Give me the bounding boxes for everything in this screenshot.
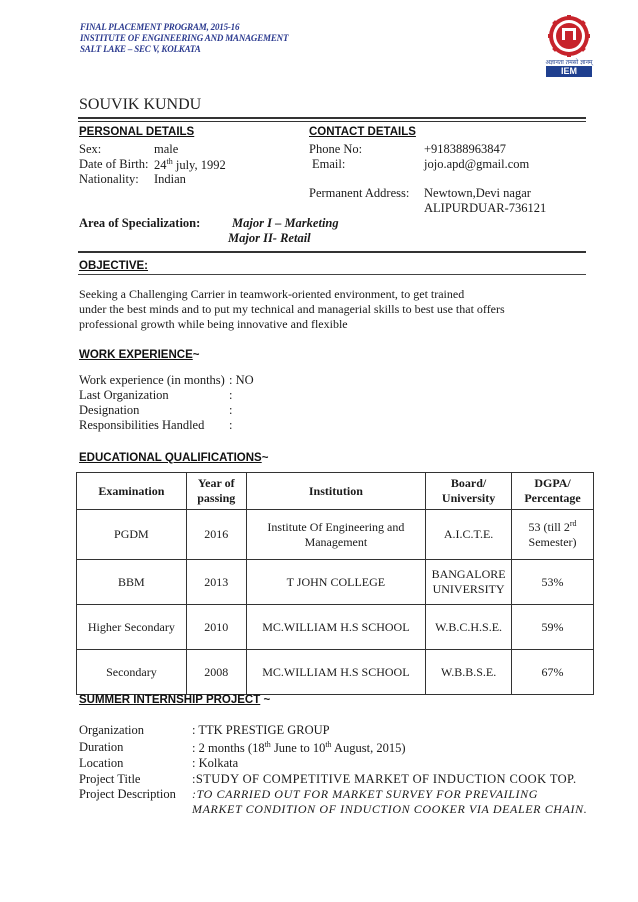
table-cell: T JOHN COLLEGE [246, 560, 425, 605]
table-header: Board/ University [426, 473, 512, 510]
education-table [76, 472, 594, 695]
phone-value: +918388963847 [424, 142, 507, 156]
work-row-value: : [229, 403, 233, 417]
table-row [77, 650, 594, 695]
work-row-value: : NO [229, 373, 254, 387]
header-line-2: INSTITUTE OF ENGINEERING AND MANAGEMENT [80, 33, 289, 43]
table-cell: BBM [77, 560, 187, 605]
table-cell: W.B.B.S.E. [426, 650, 512, 695]
table-cell: Higher Secondary [77, 605, 187, 650]
table-cell: 2016 [186, 510, 246, 560]
name-divider [78, 117, 586, 119]
nationality-label: Nationality: [79, 172, 139, 186]
table-cell: A.I.C.T.E. [426, 510, 512, 560]
org-label: Organization [79, 723, 145, 737]
objective-line-1: Seeking a Challenging Carrier in teamwork-oriented environment, to get trained [79, 287, 465, 301]
objective-heading: OBJECTIVE: [79, 260, 149, 272]
table-cell: 2008 [186, 650, 246, 695]
iem-logo [538, 14, 600, 78]
section-divider [78, 251, 586, 253]
logo-motto: अज्ञानता तमसो ज्ञानम् [545, 59, 593, 66]
address-label: Permanent Address: [309, 186, 410, 200]
specialization-label: Area of Specialization: [79, 216, 201, 230]
table-header: Examination [77, 473, 187, 510]
phone-label: Phone No: [309, 142, 363, 156]
work-row-value: : [229, 418, 233, 432]
personal-details-heading: PERSONAL DETAILS [79, 126, 195, 138]
table-cell: 59% [512, 605, 594, 650]
contact-details-heading: CONTACT DETAILS [309, 126, 416, 138]
nationality-value: Indian [154, 172, 186, 186]
email-value: jojo.apd@gmail.com [424, 157, 530, 171]
objective-line-3: professional growth while being innovative and flexible [79, 317, 348, 331]
table-cell: 53% [512, 560, 594, 605]
duration-value: : 2 months (18th June to 10th August, 2015) [192, 740, 406, 756]
table-row [77, 560, 594, 605]
objective-divider [78, 274, 586, 275]
work-row-label: Work experience (in months) [79, 373, 225, 387]
table-header: DGPA/ Percentage [512, 473, 594, 510]
email-label: Email: [312, 157, 346, 171]
table-cell: BANGALORE UNIVERSITY [426, 560, 512, 605]
table-cell: W.B.C.H.S.E. [426, 605, 512, 650]
location-value: : Kolkata [192, 756, 239, 770]
work-row-label: Last Organization [79, 388, 169, 402]
table-header: Year of passing [186, 473, 246, 510]
sex-value: male [154, 142, 179, 156]
table-cell: 67% [512, 650, 594, 695]
table-cell: MC.WILLIAM H.S SCHOOL [246, 605, 425, 650]
org-value: : TTK PRESTIGE GROUP [192, 723, 330, 737]
work-row-label: Responsibilities Handled [79, 418, 205, 432]
address-line-1: Newtown,Devi nagar [424, 186, 531, 200]
table-row [77, 510, 594, 560]
table-header: Institution [246, 473, 425, 510]
education-heading: EDUCATIONAL QUALIFICATIONS~ [79, 452, 269, 464]
table-row [77, 605, 594, 650]
table-cell: 2013 [186, 560, 246, 605]
table-cell: Institute Of Engineering and Management [246, 510, 425, 560]
header-line-1: FINAL PLACEMENT PROGRAM, 2015-16 [80, 22, 240, 32]
table-cell: Secondary [77, 650, 187, 695]
work-row-value: : [229, 388, 233, 402]
table-header-row [77, 473, 594, 510]
candidate-name: SOUVIK KUNDU [79, 96, 202, 113]
header-line-3: SALT LAKE – SEC V, KOLKATA [80, 44, 201, 54]
work-row-label: Designation [79, 403, 140, 417]
table-cell: PGDM [77, 510, 187, 560]
specialization-major-1: Major I – Marketing [232, 216, 339, 230]
logo-text: IEM [546, 66, 592, 77]
specialization-major-2: Major II- Retail [228, 231, 311, 245]
table-cell: 2010 [186, 605, 246, 650]
dob-label: Date of Birth: [79, 157, 149, 171]
objective-line-2: under the best minds and to put my technical and managerial skills to best use that offers [79, 302, 505, 316]
name-divider-thin [78, 121, 586, 122]
table-cell: 53 (till 2rd Semester) [512, 510, 594, 560]
project-title-value: :STUDY OF COMPETITIVE MARKET OF INDUCTION COOK TOP. [192, 772, 577, 786]
internship-heading: SUMMER INTERNSHIP PROJECT ~ [79, 694, 271, 706]
work-experience-heading: WORK EXPERIENCE~ [79, 349, 200, 361]
project-description-line-2: MARKET CONDITION OF INDUCTION COOKER VIA DEALER CHAIN. [192, 802, 588, 816]
address-line-2: ALIPURDUAR-736121 [424, 201, 547, 215]
table-cell: MC.WILLIAM H.S SCHOOL [246, 650, 425, 695]
duration-label: Duration [79, 740, 124, 754]
project-description-line-1: :TO CARRIED OUT FOR MARKET SURVEY FOR PREVAILING [192, 787, 539, 801]
project-title-label: Project Title [79, 772, 141, 786]
location-label: Location [79, 756, 124, 770]
project-description-label: Project Description [79, 787, 176, 801]
dob-value: 24th july, 1992 [154, 157, 226, 173]
sex-label: Sex: [79, 142, 102, 156]
